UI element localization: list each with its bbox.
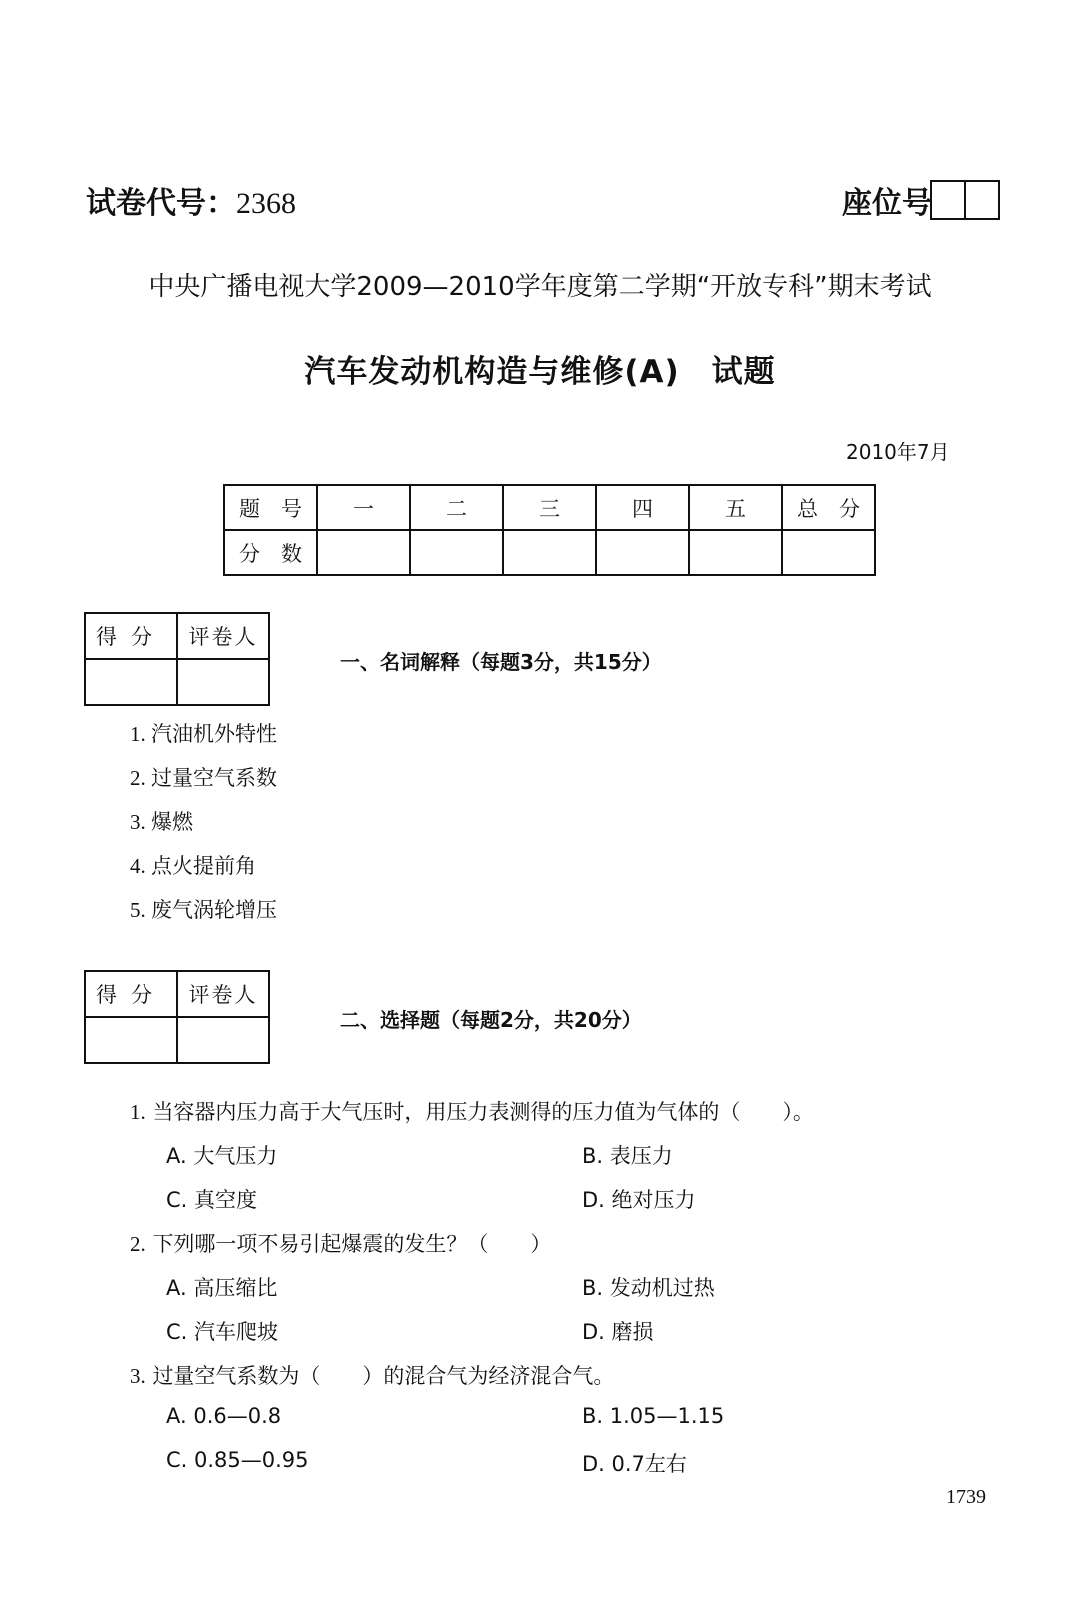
list-item: 2. 过量空气系数 [130,766,277,790]
question-number: 3. [130,1364,146,1388]
question-3 [130,1360,614,1390]
question-1 [130,1096,814,1126]
option-a: A. 0.6—0.8 [166,1404,282,1428]
option-d: D. 绝对压力 [582,1188,696,1212]
score-cell-4[interactable] [596,530,689,575]
seat-box-1[interactable] [930,180,966,220]
term-3: 爆燃 [151,810,193,834]
section-2-title: 二、选择题（每题2分，共20分） [340,1008,642,1032]
option-a: A. 大气压力 [166,1144,278,1168]
grader-name-cell[interactable] [177,659,269,705]
option-b: B. 表压力 [582,1144,673,1168]
question-stem: 当容器内压力高于大气压时，用压力表测得的压力值为气体的（ ）。 [152,1100,814,1124]
list-item: 5. 废气涡轮增压 [130,898,277,922]
grader-box-2 [84,970,270,1064]
grader-name-label: 评卷人 [177,613,269,659]
score-header-total: 总 分 [782,485,875,530]
option-b: B. 1.05—1.15 [582,1404,725,1428]
score-table-value-row [224,530,875,575]
question-number: 1. [130,1100,146,1124]
option-c: C. 0.85—0.95 [166,1448,309,1472]
paper-code-number: 2368 [236,187,296,220]
grader-score-label: 得分 [85,613,177,659]
option-d: D. 0.7左右 [582,1452,687,1476]
score-row-label: 分 数 [224,530,317,575]
term-2: 过量空气系数 [151,766,277,790]
term-4: 点火提前角 [151,854,256,878]
option-b: B. 发动机过热 [582,1276,715,1300]
question-stem: 过量空气系数为（ ）的混合气为经济混合气。 [152,1364,615,1388]
score-header-3: 三 [503,485,596,530]
seat-number-area [842,178,1000,222]
option-d: D. 磨损 [582,1320,654,1344]
list-item: 4. 点火提前角 [130,854,256,878]
grader-name-label: 评卷人 [177,971,269,1017]
score-cell-total[interactable] [782,530,875,575]
list-item: 3. 爆燃 [130,810,193,834]
grader-score-label: 得分 [85,971,177,1017]
score-header-label: 题 号 [224,485,317,530]
grader-box-1 [84,612,270,706]
list-item: 1. 汽油机外特性 [130,722,277,746]
score-cell-5[interactable] [689,530,782,575]
grader-name-cell[interactable] [177,1017,269,1063]
section-1-title: 一、名词解释（每题3分，共15分） [340,650,662,674]
question-2 [130,1228,551,1258]
seat-label: 座位号 [842,186,932,221]
score-table-header-row [224,485,875,530]
exam-date: 2010年7月 [846,440,950,464]
term-5: 废气涡轮增压 [151,898,277,922]
score-header-1: 一 [317,485,410,530]
score-header-2: 二 [410,485,503,530]
seat-box-2[interactable] [964,180,1000,220]
score-header-5: 五 [689,485,782,530]
score-table [223,484,876,576]
paper-code-label: 试卷代号： [86,186,236,221]
term-1: 汽油机外特性 [151,722,277,746]
score-cell-3[interactable] [503,530,596,575]
grader-score-cell[interactable] [85,659,177,705]
paper-code [86,178,296,222]
subject-title: 汽车发动机构造与维修(A) 试题 [304,354,776,390]
option-a: A. 高压缩比 [166,1276,278,1300]
score-header-4: 四 [596,485,689,530]
exam-title: 中央广播电视大学2009—2010学年度第二学期“开放专科”期末考试 [148,272,932,302]
option-c: C. 汽车爬坡 [166,1320,279,1344]
page-number: 1739 [946,1486,986,1508]
question-stem: 下列哪一项不易引起爆震的发生？（ ） [152,1232,552,1256]
question-number: 2. [130,1232,146,1256]
grader-score-cell[interactable] [85,1017,177,1063]
score-cell-2[interactable] [410,530,503,575]
option-c: C. 真空度 [166,1188,258,1212]
score-cell-1[interactable] [317,530,410,575]
